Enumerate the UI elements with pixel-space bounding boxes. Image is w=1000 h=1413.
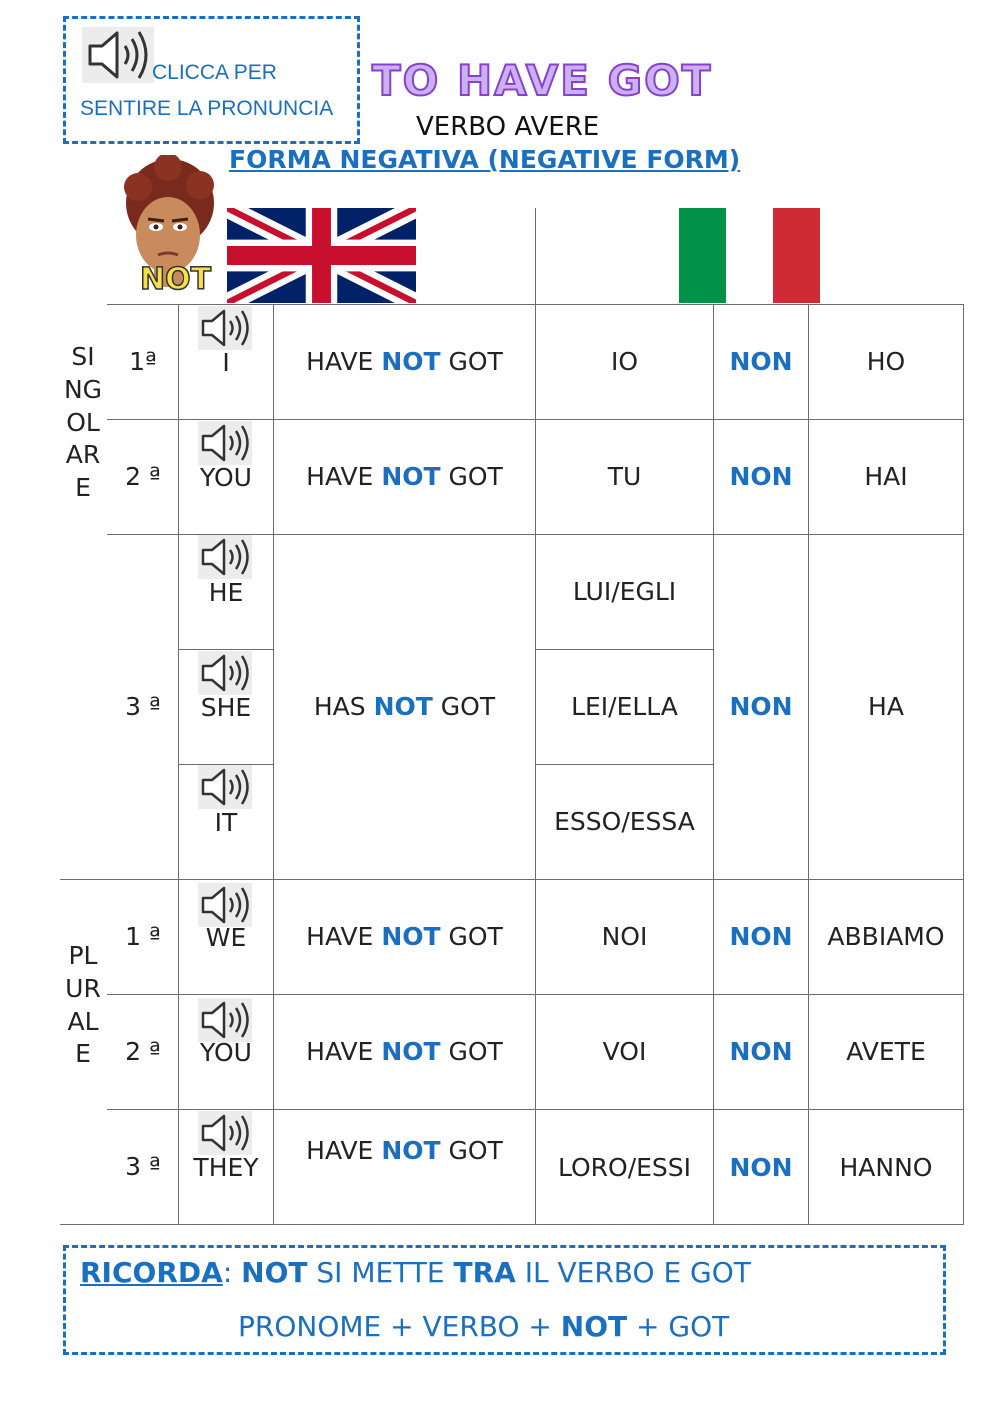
pronoun-en: YOU (200, 462, 252, 492)
pronoun-en: THEY (193, 1152, 259, 1182)
remember-box (63, 1245, 946, 1355)
verb-it: HANNO (839, 1152, 933, 1182)
audio-hint-line1: CLICCA PER (152, 61, 277, 84)
not-word: NOT (381, 1037, 441, 1066)
pronoun-it: VOI (602, 1037, 647, 1066)
grid-line (178, 649, 274, 650)
not-word: NOT (381, 462, 441, 491)
verb-en: HAVE NOT GOT (306, 347, 503, 376)
remember-label: RICORDA (80, 1256, 223, 1289)
speaker-icon[interactable] (198, 535, 252, 579)
non-word: NON (729, 1037, 793, 1066)
grid-line (107, 1109, 964, 1110)
verb-it: HAI (864, 462, 908, 491)
not-word: NOT (373, 692, 433, 721)
pronoun-it: LUI/EGLI (572, 577, 677, 606)
person-number: 2 ª (125, 462, 161, 491)
italy-flag-icon (679, 208, 820, 303)
non-word: NON (729, 922, 793, 951)
speaker-icon[interactable] (198, 765, 252, 809)
remember-rule: RICORDA: NOT SI METTE TRA IL VERBO E GOT (80, 1256, 751, 1289)
verb-it: HA (868, 692, 904, 721)
pronoun-en: HE (208, 577, 244, 607)
speaker-icon[interactable] (82, 27, 154, 83)
person-number: 1ª (129, 347, 157, 376)
audio-hint-box[interactable] (63, 16, 360, 144)
pronoun-it: NOI (601, 922, 648, 951)
verb-it: AVETE (846, 1037, 926, 1066)
page-title: TO HAVE GOT (372, 56, 713, 105)
not-word: NOT (381, 922, 441, 951)
remember-formula: PRONOME + VERBO + NOT + GOT (238, 1310, 730, 1343)
pronoun-en: SHE (200, 692, 252, 722)
grid-line (60, 1224, 964, 1225)
grid-line (963, 304, 964, 1224)
non-word: NON (729, 692, 793, 721)
pronoun-it: ESSO/ESSA (554, 807, 695, 836)
uk-flag-icon (227, 208, 416, 303)
audio-hint-line2: SENTIRE LA PRONUNCIA (80, 97, 334, 120)
pronoun-en: YOU (200, 1037, 252, 1067)
non-word: NON (729, 462, 793, 491)
verb-en: HAVE NOT GOT (306, 1135, 503, 1165)
not-word: NOT (381, 347, 441, 376)
verb-it: HO (866, 347, 906, 376)
pronoun-it: IO (610, 347, 639, 376)
pronoun-it: LEI/ELLA (571, 692, 678, 721)
person-number: 3 ª (125, 1152, 161, 1181)
group-label-singular: SINGOLARE (63, 342, 103, 503)
verb-en: HAVE NOT GOT (306, 462, 503, 491)
not-word: NOT (381, 1135, 441, 1165)
person-number: 3 ª (125, 692, 161, 721)
pronoun-en: WE (205, 922, 247, 952)
person-number: 1 ª (125, 922, 161, 951)
group-label-plural: PLURALE (65, 941, 101, 1069)
page-subtitle: VERBO AVERE (416, 112, 600, 142)
verb-en: HAVE NOT GOT (306, 1037, 503, 1066)
section-title: FORMA NEGATIVA (NEGATIVE FORM) (229, 145, 741, 174)
pronoun-it: TU (607, 462, 642, 491)
verb-en: HAVE NOT GOT (306, 922, 503, 951)
person-number: 2 ª (125, 1037, 161, 1066)
non-word: NON (729, 1152, 793, 1182)
pronoun-it: LORO/ESSI (557, 1152, 692, 1182)
verb-it: ABBIAMO (827, 922, 945, 951)
non-word: NON (729, 347, 793, 376)
pronoun-en: I (222, 347, 230, 377)
pronoun-en: IT (214, 807, 238, 837)
avatar-caption: NOT (140, 262, 212, 297)
verb-en: HAS NOT GOT (313, 692, 496, 721)
